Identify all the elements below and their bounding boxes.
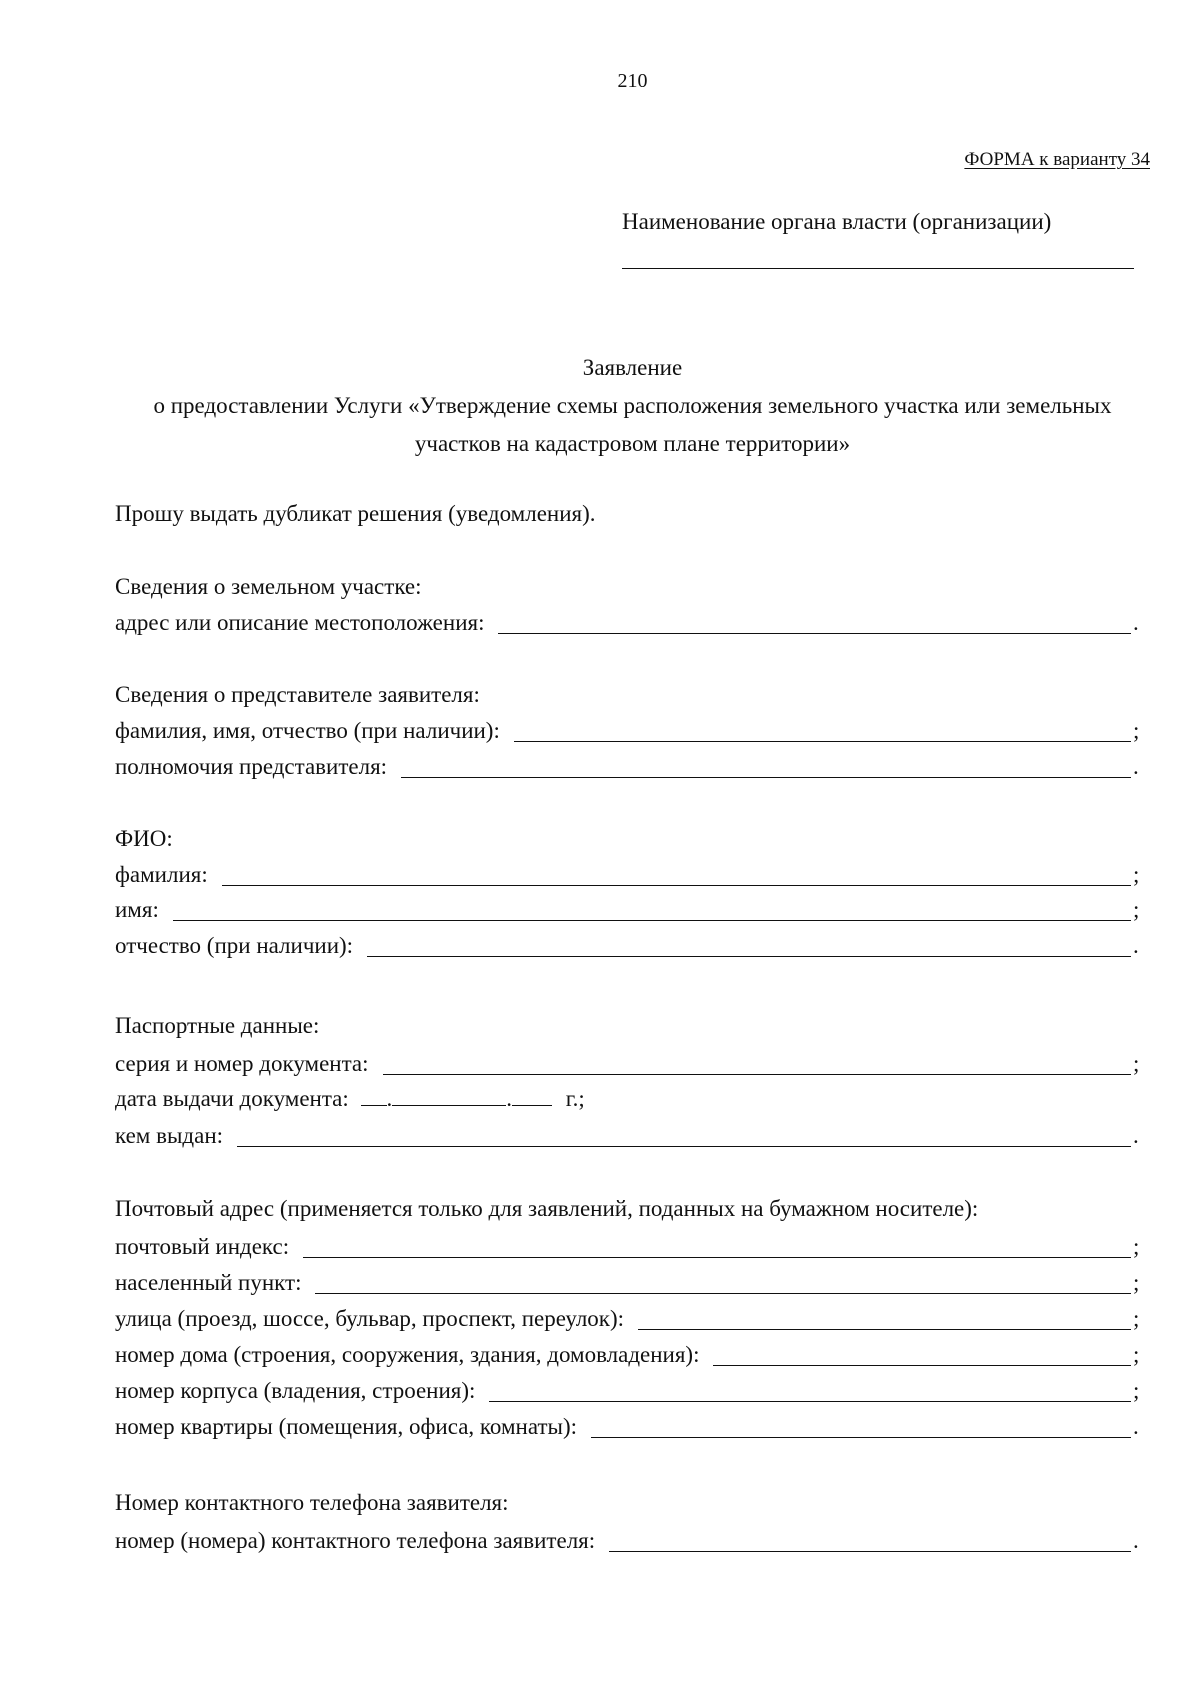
phone-number-field[interactable]: [609, 1531, 1131, 1552]
authority-title: Наименование органа власти (организации): [622, 209, 1052, 234]
passport-issuer-label: кем выдан:: [115, 1123, 224, 1148]
street-row: [115, 1305, 1145, 1332]
statement-subtitle-line1: о предоставлении Услуги «Утверждение схемы расположения земельного участка или земельных: [153, 393, 1112, 418]
patronymic-row: [115, 932, 1145, 959]
form-reference: ФОРМА к варианту 34: [964, 149, 1150, 170]
street-label: улица (проезд, шоссе, бульвар, проспект, переулок):: [115, 1306, 625, 1331]
land-address-row: [115, 609, 1145, 636]
house-field[interactable]: [713, 1345, 1131, 1366]
locality-field[interactable]: [315, 1273, 1131, 1294]
patronymic-end: .: [1133, 933, 1139, 958]
passport-date-day-field[interactable]: [361, 1087, 387, 1106]
representative-fullname-end: ;: [1133, 718, 1140, 743]
house-label: номер дома (строения, сооружения, здания, домовладения):: [115, 1342, 700, 1367]
apartment-end: .: [1133, 1414, 1139, 1439]
statement-title: Заявление: [582, 355, 683, 380]
name-row: [115, 896, 1145, 923]
patronymic-field[interactable]: [367, 936, 1131, 957]
locality-label: населенный пункт:: [115, 1270, 302, 1295]
passport-series-row: [115, 1050, 1145, 1077]
locality-row: [115, 1269, 1145, 1296]
apartment-field[interactable]: [591, 1417, 1131, 1438]
statement-subtitle-line2: участков на кадастровом плане территории»: [414, 431, 851, 456]
passport-date-suffix: г.;: [565, 1086, 585, 1111]
building-row: [115, 1377, 1145, 1404]
name-end: ;: [1133, 897, 1140, 922]
passport-issuer-row: [115, 1122, 1145, 1149]
apartment-label: номер квартиры (помещения, офиса, комнаты):: [115, 1414, 577, 1439]
phone-number-label: номер (номера) контактного телефона заявителя:: [115, 1528, 596, 1553]
surname-end: ;: [1133, 862, 1140, 887]
passport-series-end: ;: [1133, 1051, 1140, 1076]
representative-authority-row: [115, 753, 1145, 780]
passport-series-label: серия и номер документа:: [115, 1051, 369, 1076]
house-end: ;: [1133, 1342, 1140, 1367]
request-text: Прошу выдать дубликат решения (уведомления).: [115, 501, 596, 526]
name-field[interactable]: [173, 900, 1131, 921]
passport-date-label: дата выдачи документа:: [115, 1086, 349, 1111]
postal-index-end: ;: [1133, 1234, 1140, 1259]
locality-end: ;: [1133, 1270, 1140, 1295]
fio-heading: ФИО:: [115, 826, 173, 851]
representative-heading: Сведения о представителе заявителя:: [115, 682, 480, 707]
representative-fullname-label: фамилия, имя, отчество (при наличии):: [115, 718, 500, 743]
passport-issuer-end: .: [1133, 1123, 1139, 1148]
surname-field[interactable]: [222, 865, 1131, 886]
passport-series-field[interactable]: [383, 1054, 1131, 1075]
passport-date-sep1: .: [386, 1086, 393, 1111]
building-field[interactable]: [489, 1381, 1131, 1402]
land-address-end: .: [1133, 610, 1139, 635]
patronymic-label: отчество (при наличии):: [115, 933, 354, 958]
representative-fullname-field[interactable]: [514, 721, 1131, 742]
representative-authority-field[interactable]: [401, 757, 1131, 778]
apartment-row: [115, 1413, 1145, 1440]
name-label: имя:: [115, 897, 159, 922]
land-address-label: адрес или описание местоположения:: [115, 610, 485, 635]
authority-name-field[interactable]: [622, 268, 1134, 269]
phone-heading: Номер контактного телефона заявителя:: [115, 1490, 509, 1515]
surname-row: [115, 861, 1145, 888]
house-row: [115, 1341, 1145, 1368]
building-label: номер корпуса (владения, строения):: [115, 1378, 476, 1403]
passport-date-sep2: .: [506, 1086, 513, 1111]
passport-heading: Паспортные данные:: [115, 1013, 320, 1038]
phone-number-end: .: [1133, 1528, 1139, 1553]
passport-issuer-field[interactable]: [237, 1126, 1131, 1147]
building-end: ;: [1133, 1378, 1140, 1403]
passport-date-month-field[interactable]: [392, 1087, 506, 1106]
land-heading: Сведения о земельном участке:: [115, 574, 422, 599]
postal-heading: Почтовый адрес (применяется только для заявлений, поданных на бумажном носителе):: [115, 1196, 979, 1221]
representative-authority-label: полномочия представителя:: [115, 754, 388, 779]
postal-index-field[interactable]: [303, 1237, 1131, 1258]
representative-authority-end: .: [1133, 754, 1139, 779]
postal-index-label: почтовый индекс:: [115, 1234, 290, 1259]
passport-date-row: [115, 1086, 585, 1112]
passport-date-year-field[interactable]: [512, 1087, 552, 1106]
land-address-field[interactable]: [498, 613, 1131, 634]
phone-number-row: [115, 1527, 1145, 1554]
representative-fullname-row: [115, 717, 1145, 744]
page-number: 210: [617, 70, 648, 92]
surname-label: фамилия:: [115, 862, 208, 887]
postal-index-row: [115, 1233, 1145, 1260]
street-field[interactable]: [638, 1309, 1131, 1330]
street-end: ;: [1133, 1306, 1140, 1331]
